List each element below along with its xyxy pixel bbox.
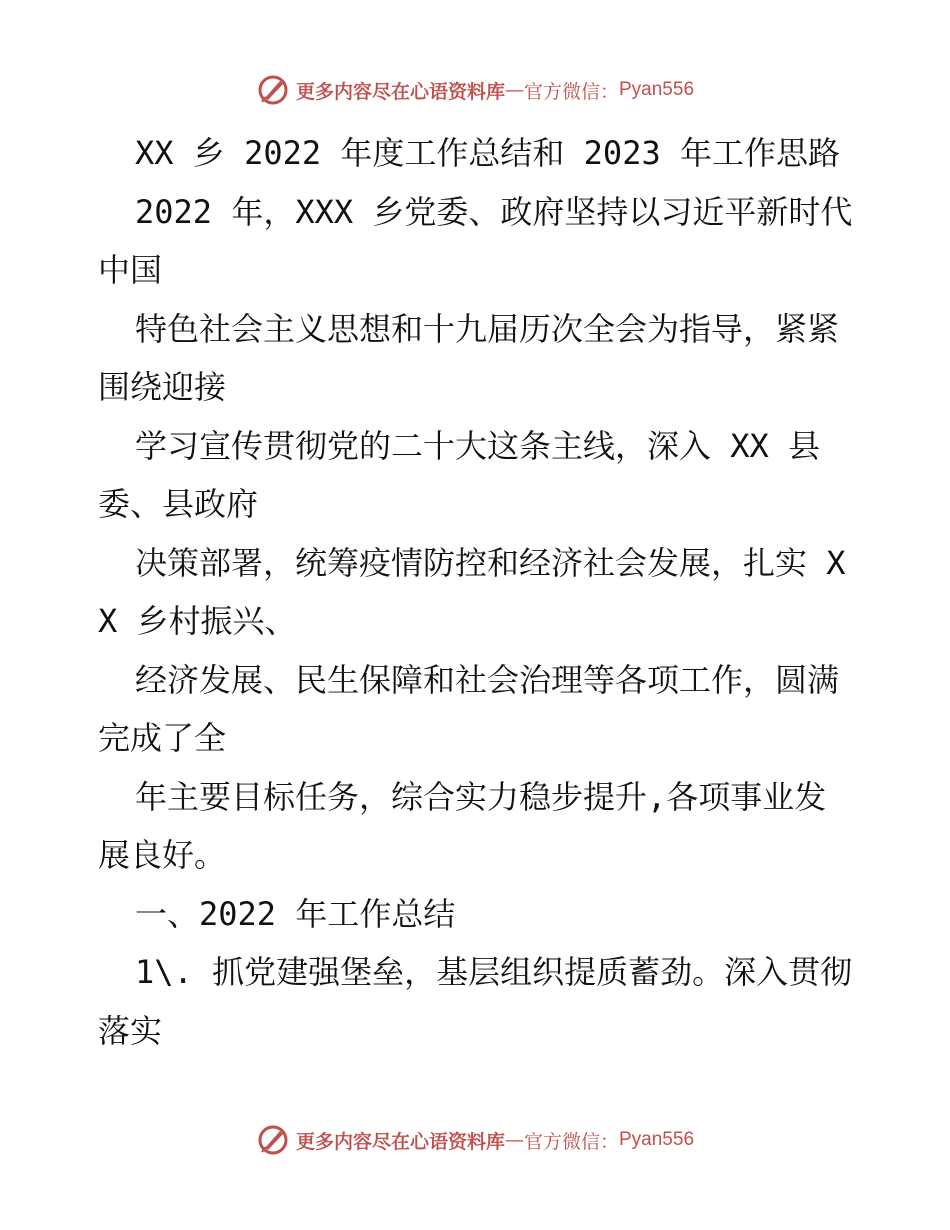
banner-slogan: 更多内容尽在心语资料库 bbox=[295, 80, 505, 103]
banner-slogan: 更多内容尽在心语资料库 bbox=[295, 1130, 505, 1153]
banner-dash: — bbox=[504, 1129, 524, 1151]
header-banner bbox=[0, 70, 950, 110]
banner-wechat-id: Pyan556 bbox=[619, 79, 695, 100]
quill-logo-icon bbox=[256, 73, 290, 107]
body-paragraph-1: 2022 年，XXX 乡党委、政府坚持以习近平新时代中国 bbox=[98, 192, 853, 289]
banner-wechat-label: 官方微信： bbox=[523, 80, 619, 103]
body-paragraph-2: 特色社会主义思想和十九届历次全会为指导，紧紧围绕迎接 bbox=[98, 309, 840, 406]
body-paragraph-4: 决策部署，统筹疫情防控和经济社会发展，扎实 XX 乡村振兴、 bbox=[98, 543, 846, 640]
body-paragraph-3: 学习宣传贯彻党的二十大这条主线，深入 XX 县委、县政府 bbox=[98, 426, 821, 523]
banner-wechat-id: Pyan556 bbox=[619, 1129, 695, 1150]
body-paragraph-5: 经济发展、民生保障和社会治理等各项工作，圆满完成了全 bbox=[98, 660, 840, 757]
banner-wechat-label: 官方微信： bbox=[523, 1130, 619, 1153]
document-title: XX 乡 2022 年度工作总结和 2023 年工作思路 bbox=[135, 134, 840, 172]
footer-banner bbox=[0, 1120, 950, 1160]
quill-logo-icon bbox=[256, 1123, 290, 1157]
list-item-1: 1\. 抓党建强堡垒，基层组织提质蓄劲。深入贯彻落实 bbox=[98, 953, 853, 1050]
body-paragraph-6: 年主要目标任务，综合实力稳步提升,各项事业发展良好。 bbox=[98, 777, 827, 874]
banner-dash: — bbox=[504, 79, 524, 101]
document-body bbox=[98, 124, 858, 1060]
section-heading: 一、2022 年工作总结 bbox=[135, 894, 456, 933]
